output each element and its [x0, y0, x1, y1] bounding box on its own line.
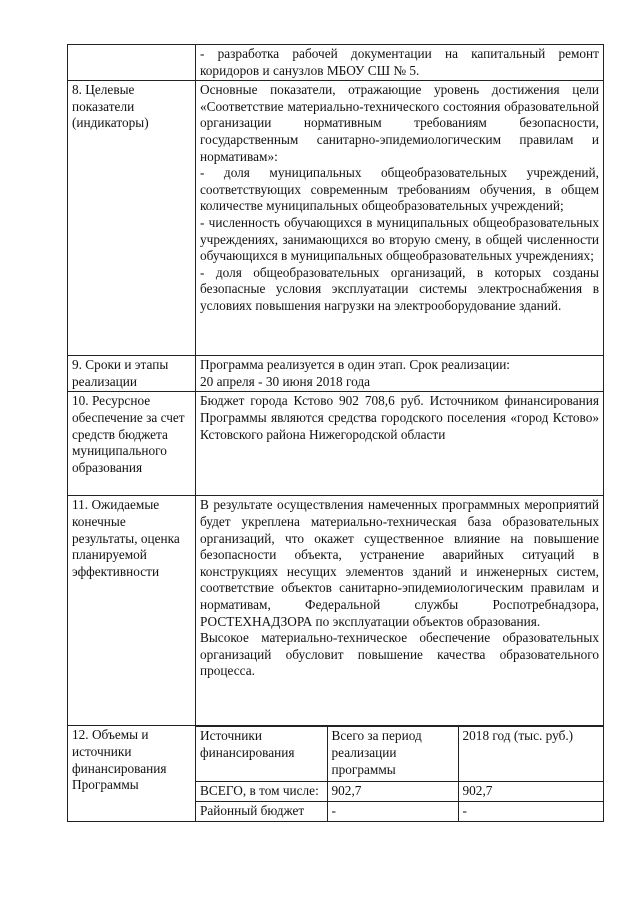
finance-header-cell: 2018 год (тыс. руб.): [458, 727, 604, 782]
row-label: 8. Целевые показатели (индикаторы): [68, 81, 196, 356]
row-label: 12. Объемы и источники финансирования Программы: [68, 726, 196, 821]
finance-cell-value: 902,7: [327, 782, 458, 802]
finance-table: [196, 726, 604, 820]
row-label: 11. Ожидаемые конечные результаты, оценка планируемой эффективности: [68, 496, 196, 726]
finance-cell: [196, 726, 604, 821]
row-content: [196, 496, 604, 726]
row-content: [196, 356, 604, 392]
content-paragraph: Основные показатели, отражающие уровень достижения цели «Соответствие материально-технического состояния образовательной организации нормативным требованиям безопасности, государственным санитарно-эпидемиологическим правилам и нормативам»:: [200, 82, 599, 164]
content-paragraph: Бюджет города Кстово 902 708,6 руб. Источником финансирования Программы являются средства городского поселения «город Кстово» Кстовского района Нижегородской области: [200, 393, 599, 442]
finance-header-cell: Источники финансирования: [196, 727, 327, 782]
content-paragraph: Программа реализуется в один этап. Срок реализации:: [200, 357, 511, 373]
row-label: 9. Сроки и этапы реализации: [68, 356, 196, 392]
finance-cell-value: -: [327, 801, 458, 820]
content-paragraph: - доля общеобразовательных организаций, в которых созданы безопасные условия эксплуатации системы электроснабжения в условиях повышения нагрузки на электрооборудование зданий.: [200, 264, 599, 313]
finance-row: [196, 782, 604, 802]
finance-cell-value: 902,7: [458, 782, 604, 802]
table-row: [68, 496, 604, 726]
table-row: [68, 726, 604, 821]
finance-header-row: [196, 727, 604, 782]
row-label: [68, 45, 196, 81]
row-content: [196, 392, 604, 496]
row-content: [196, 81, 604, 356]
table-row: [68, 45, 604, 81]
row-content: [196, 45, 604, 81]
finance-header-cell: Всего за период реализации программы: [327, 727, 458, 782]
finance-row: [196, 801, 604, 820]
document-page: [67, 44, 603, 822]
table-row: [68, 356, 604, 392]
table-row: [68, 81, 604, 356]
content-paragraph: Высокое материально-техническое обеспечение образовательных организаций обусловит повышение качества образовательного процесса.: [200, 630, 599, 679]
content-paragraph: В результате осуществления намеченных программных мероприятий будет укреплена материально-техническая база образовательных организаций, что окажет существенное влияние на повышение безопасности объекта, устранение аварийных ситуаций в конструкциях несущих элементов зданий и инженерных систем, соответствие объектов санитарно-эпидемиологическим правилам и нормативам, Федеральной службы Роспотребнадзора, РОСТЕХНАДЗОРА по эксплуатации объектов образования.: [200, 497, 599, 629]
passport-table: [67, 44, 604, 822]
content-paragraph: 20 апреля - 30 июня 2018 года: [200, 373, 371, 389]
finance-cell-value: -: [458, 801, 604, 820]
finance-cell-value: ВСЕГО, в том числе:: [196, 782, 327, 802]
content-paragraph: - разработка рабочей документации на капитальный ремонт коридоров и санузлов МБОУ СШ № 5.: [200, 46, 599, 78]
finance-cell-value: Районный бюджет: [196, 801, 327, 820]
table-row: [68, 392, 604, 496]
row-label: 10. Ресурсное обеспечение за счет средств бюджета муниципального образования: [68, 392, 196, 496]
content-paragraph: - численность обучающихся в муниципальных общеобразовательных учреждениях, занимающихся во вторую смену, в общей численности обучающихся в муниципальных общеобразовательных учреждениях;: [200, 214, 599, 264]
content-paragraph: - доля муниципальных общеобразовательных учреждений, соответствующих современным требованиям обучения, в общем количестве муниципальных общеобразовательных учреждений;: [200, 165, 599, 214]
